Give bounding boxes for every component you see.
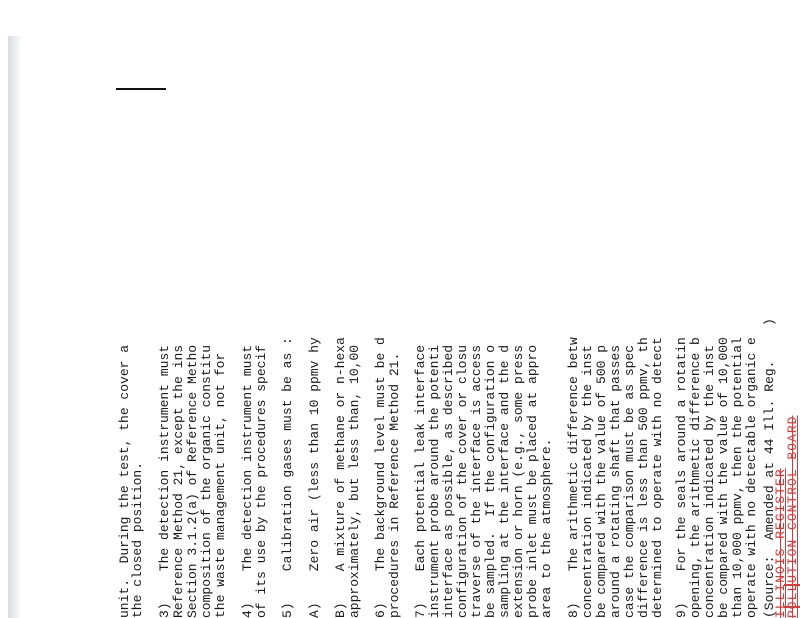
text-line: be sampled. If the configuration o (483, 344, 498, 618)
text-line: probe inlet must be placed at appro (525, 344, 540, 618)
text-line: case the comparison must be as spec (622, 344, 637, 618)
text-line: approximately, but less than, 10,00 (347, 344, 362, 618)
text-line: unit. During the test, the cover a (117, 344, 132, 618)
text-line: 7) Each potential leak interface (413, 344, 428, 618)
text-line: B) A mixture of methane or n-hexa (333, 337, 348, 618)
text-line: Reference Method 21, except the ins (171, 344, 186, 618)
text-line: 4) The detection instrument must (240, 344, 255, 618)
text-line: 8) The arithmetic difference betw (566, 337, 581, 618)
text-line: 3) The detection instrument must (157, 344, 172, 618)
text-line: composition of the organic constitu (199, 344, 214, 618)
text-line: sampling at the interface and the d (497, 344, 512, 618)
text-line: the closed position. (130, 461, 145, 618)
text-line: area to the atmosphere. (539, 438, 554, 618)
text-line: than 10,000 ppmv, then the potential (730, 337, 745, 618)
text-line: concentration indicated by the inst (702, 344, 717, 618)
register-header: ILLINOIS REGISTER (773, 468, 788, 618)
text-line: extension or horn (e.g., some press (511, 344, 526, 618)
text-line: procedures in Reference Method 21. (387, 352, 402, 618)
text-line: 9) For the seals around a rotatin (674, 337, 689, 618)
text-line: determined to operate with no detect (650, 337, 665, 618)
text-line: be compared with the value of 500 p (594, 344, 609, 618)
source-note-close: ) (762, 318, 777, 326)
text-line: the waste management unit, not for (213, 352, 228, 618)
text-line: A) Zero air (less than 10 ppmv hy (307, 337, 322, 618)
text-line: around a rotating shaft that passes (608, 344, 623, 618)
text-line: Section 3.1.2(a) of Reference Metho (185, 344, 200, 618)
source-note: (Source: Amended at 44 Ill. Reg. (762, 352, 777, 618)
text-line: configuration of the cover or closu (455, 344, 470, 618)
text-line: operate with no detectable organic e (744, 337, 759, 618)
text-line: 6) The background level must be d (373, 337, 388, 618)
text-line: interface as possible, as described (441, 344, 456, 618)
text-line: opening, the arithmetic difference b (688, 337, 703, 618)
scan-edge-shadow (8, 36, 22, 618)
text-line: traverse of the interface is access (469, 344, 484, 618)
text-line: concentration indicated by the inst (580, 344, 595, 618)
board-header: POLLUTION CONTROL BOARD (785, 415, 800, 618)
text-line: 5) Calibration gases must be as : (280, 337, 295, 618)
text-line: of its use by the procedures specif (254, 344, 269, 618)
text-line: be compared with the value of 10,000 (716, 337, 731, 618)
text-line: difference is less than 500 ppmv, th (636, 337, 651, 618)
text-line: instrument probe around the potenti (427, 344, 442, 618)
rotated-text-block (117, 16, 800, 618)
